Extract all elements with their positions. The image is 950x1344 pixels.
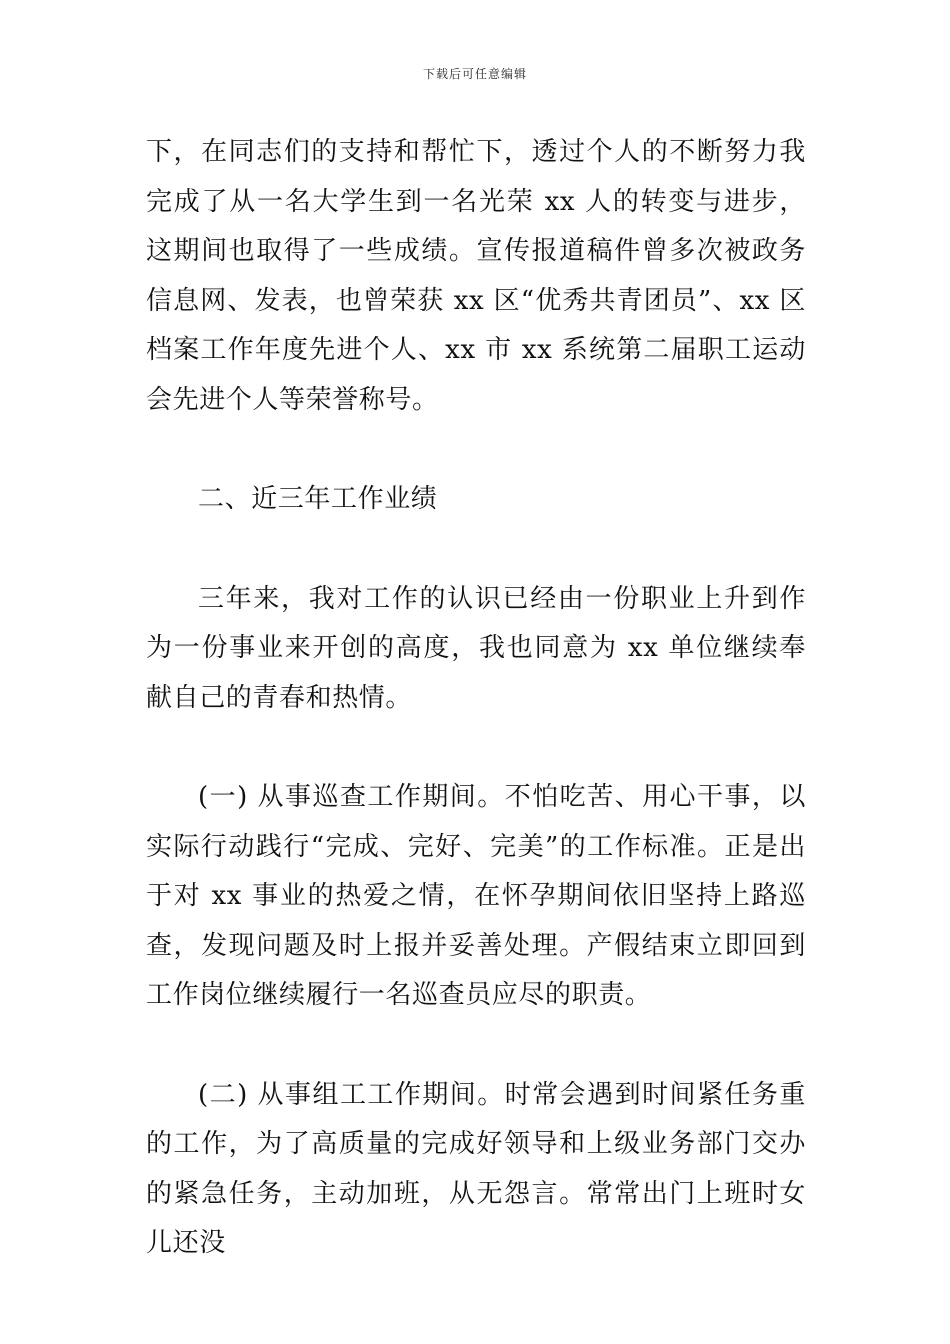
section-heading-achievements: 二、近三年工作业绩 — [198, 484, 438, 514]
paragraph-organization-work: (二) 从事组工工作期间。时常会遇到时间紧任务重的工作，为了高质量的完成好领导和上级业务部门交办的紧急任务，主动加班，从无怨言。常常出门上班时女儿还没 — [146, 1079, 806, 1258]
paragraph-three-years: 三年来，我对工作的认识已经由一份职业上升到作为一份事业来开创的高度，我也同意为 xx 单位继续奉献自己的青春和热情。 — [146, 583, 806, 713]
paragraph-patrol-work: (一) 从事巡查工作期间。不怕吃苦、用心干事，以实际行动践行“完成、完好、完美”的工作标准。正是出于对 xx 事业的热爱之情，在怀孕期间依旧坚持上路巡查，发现问题及时上报并妥善处理。产假结束立即回到工作岗位继续履行一名巡查员应尽的职责。 — [146, 782, 806, 1010]
header-note: 下载后可任意编辑 — [422, 67, 527, 81]
paragraph-gap — [146, 525, 806, 575]
paragraph-gap — [146, 425, 806, 475]
paragraph-gap — [146, 723, 806, 773]
document-body — [146, 128, 806, 1269]
paragraph-honors: 下，在同志们的支持和帮忙下，透过个人的不断努力我完成了从一名大学生到一名光荣 xx 人的转变与进步，这期间也取得了一些成绩。宣传报道稿件曾多次被政务信息网、发表，也曾荣获 xx 区“优秀共青团员”、xx 区档案工作年度先进个人、xx 市 xx 系统第二届职工运动会先进个人等荣誉称号。 — [146, 137, 806, 415]
paragraph-gap — [146, 1021, 806, 1071]
